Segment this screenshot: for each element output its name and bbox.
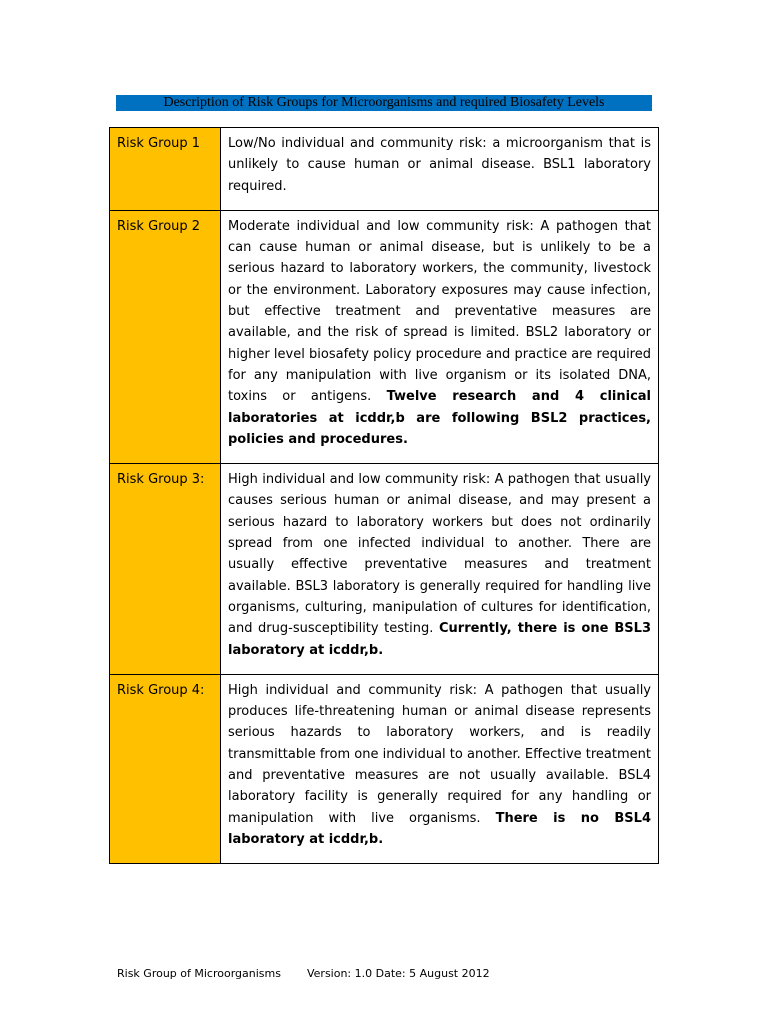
- risk-group-label: Risk Group 1: [110, 128, 221, 211]
- table-row: [110, 210, 659, 463]
- footer-version-date: Version: 1.0 Date: 5 August 2012: [306, 967, 490, 980]
- risk-group-label: Risk Group 3:: [110, 464, 221, 675]
- footer-document-name: Risk Group of Microorganisms: [117, 967, 281, 980]
- risk-group-description: [221, 210, 659, 463]
- page-footer: [117, 967, 490, 981]
- description-highlight: Twelve research and 4 clinical laboratories at icddr,b are following BSL2 practices, policies and procedures.: [228, 389, 652, 447]
- description-highlight: There is no BSL4 laboratory at icddr,b.: [228, 810, 652, 847]
- table-row: [110, 464, 659, 675]
- risk-group-table: [109, 127, 659, 864]
- description-text: Low/No individual and community risk: a microorganism that is unlikely to cause human or animal disease. BSL1 laboratory required.: [228, 136, 651, 194]
- risk-group-label: Risk Group 2: [110, 210, 221, 463]
- table-row: [110, 128, 659, 211]
- description-text: High individual and community risk: A pathogen that usually produces life-threatening human or animal disease represents serious hazards to laboratory workers, and is readily transmittable from one individual to another. Effective treatment and preventative measures are not usually available. BSL4 laboratory facility is generally required for any handling or manipulation with live organisms.: [228, 682, 651, 826]
- description-highlight: Currently, there is one BSL3 laboratory at icddr,b.: [228, 621, 651, 658]
- risk-group-label: Risk Group 4:: [110, 674, 221, 863]
- table-row: [110, 674, 659, 863]
- risk-group-description: [221, 674, 659, 863]
- description-text: Moderate individual and low community risk: A pathogen that can cause human or animal disease, but is unlikely to be a serious hazard to laboratory workers, the community, livestock or the environment. Laboratory exposures may cause infection, but effective treatment and preventative measures are available, and the risk of spread is limited. BSL2 laboratory or higher level biosafety policy procedure and practice are required for any manipulation with live organism or its isolated DNA, toxins or antigens.: [228, 218, 651, 405]
- risk-group-description: [221, 128, 659, 211]
- risk-group-description: [221, 464, 659, 675]
- page-title: Description of Risk Groups for Microorganisms and required Biosafety Levels: [116, 95, 652, 111]
- description-text: High individual and low community risk: A pathogen that usually causes serious human or animal disease, and may present a serious hazard to laboratory workers but does not ordinarily spread from one infected individual to another. There are usually effective preventative measures and treatment available. BSL3 laboratory is generally required for handling live organisms, culturing, manipulation of cultures for identification, and drug-susceptibility testing.: [228, 472, 651, 637]
